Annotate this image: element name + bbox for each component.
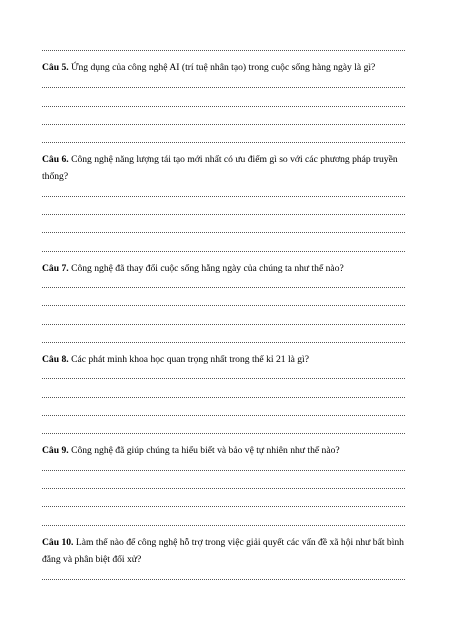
question-6: [42, 151, 412, 185]
question-text: Công nghệ đã thay đổi cuộc sống hằng ngày của chúng ta như thế nào?: [71, 263, 344, 274]
answer-line: [42, 342, 405, 343]
answer-line: [42, 488, 405, 489]
answer-line: [42, 433, 405, 434]
answer-line: [42, 251, 405, 252]
answer-line: [42, 287, 405, 288]
answer-line: [42, 506, 405, 507]
answer-line: [42, 579, 405, 580]
question-number: Câu 6.: [42, 154, 69, 165]
answer-line: [42, 397, 405, 398]
question-10: [42, 534, 412, 568]
question-number: Câu 10.: [42, 537, 74, 548]
question-text: Các phát minh khoa học quan trọng nhất trong thế kỉ 21 là gì?: [71, 354, 309, 365]
question-8: [42, 351, 412, 368]
answer-line: [42, 415, 405, 416]
answer-line: [42, 196, 405, 197]
question-7: [42, 260, 412, 277]
question-text: Công nghệ đã giúp chúng ta hiểu biết và bảo vệ tự nhiên như thế nào?: [71, 445, 340, 456]
question-5: [42, 59, 412, 76]
answer-line: [42, 305, 405, 306]
answer-line: [42, 324, 405, 325]
answer-line: [42, 214, 405, 215]
answer-line: [42, 232, 405, 233]
question-text: Ứng dụng của công nghệ AI (trí tuệ nhân tạo) trong cuộc sống hàng ngày là gì?: [71, 62, 376, 73]
answer-line: [42, 50, 405, 51]
question-number: Câu 8.: [42, 354, 69, 365]
question-number: Câu 7.: [42, 263, 69, 274]
answer-line: [42, 87, 405, 88]
question-number: Câu 5.: [42, 62, 69, 73]
question-number: Câu 9.: [42, 445, 69, 456]
answer-line: [42, 525, 405, 526]
question-text: Công nghệ năng lượng tái tạo mới nhất có ưu điểm gì so với các phương pháp truyền thống?: [42, 154, 398, 182]
answer-line: [42, 142, 405, 143]
answer-line: [42, 470, 405, 471]
question-text: Làm thế nào để công nghệ hỗ trợ trong việc giải quyết các vấn đề xã hội như bất bình đẳng và phân biệt đối xử?: [42, 537, 404, 565]
answer-line: [42, 124, 405, 125]
answer-line: [42, 106, 405, 107]
question-9: [42, 442, 412, 459]
answer-line: [42, 378, 405, 379]
